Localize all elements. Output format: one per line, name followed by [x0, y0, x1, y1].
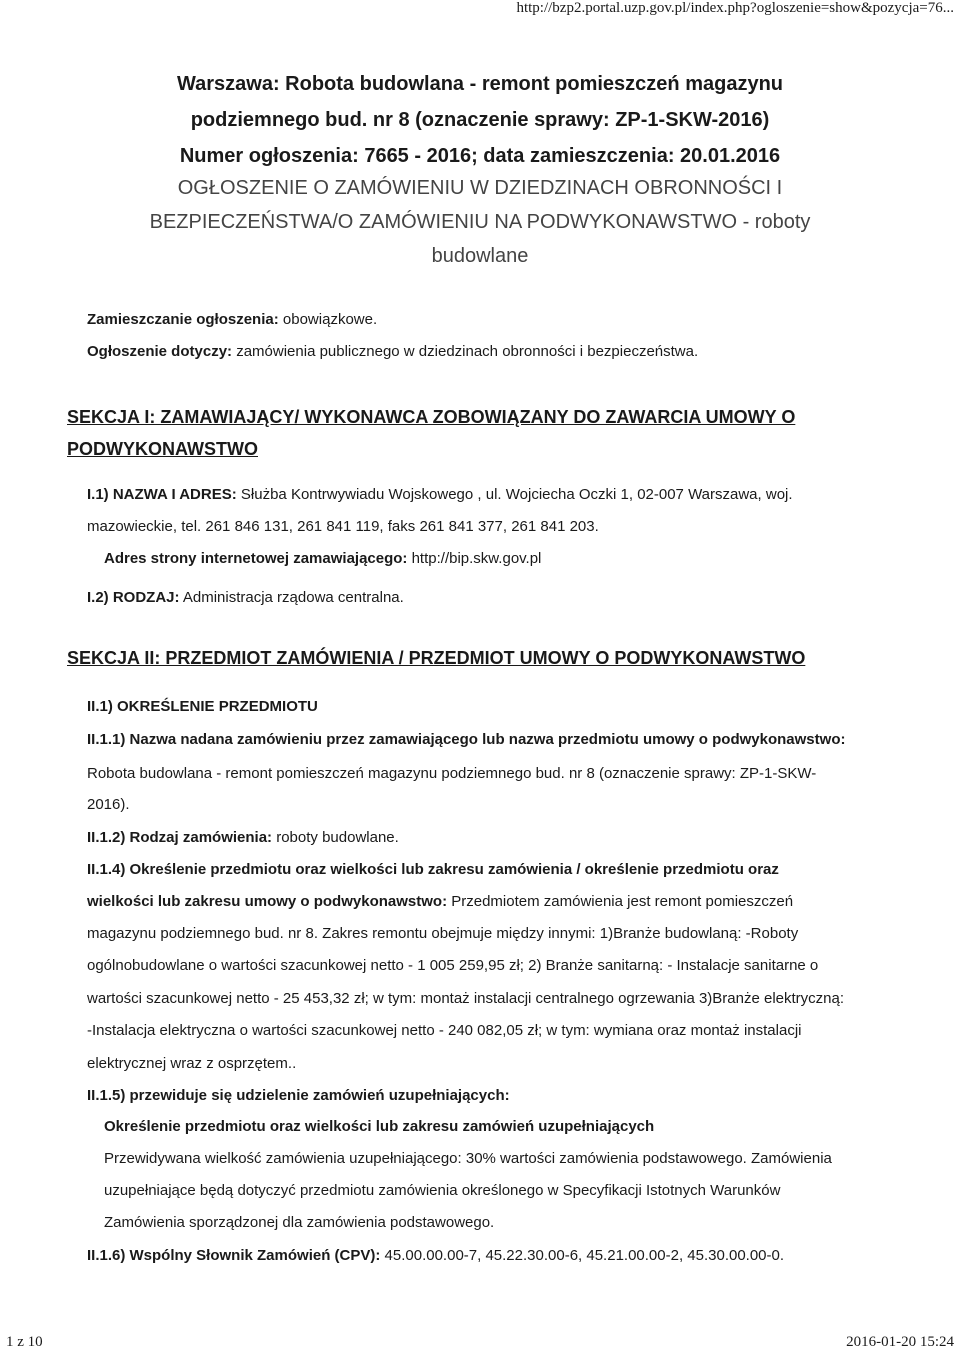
name-address-value-a: Służba Kontrwywiadu Wojskowego , ul. Wojciecha Oczki 1, 02-007 Warszawa, woj.: [240, 486, 793, 503]
scope-line-g: elektrycznej wraz z osprzętem..: [87, 1055, 297, 1072]
supplementary-orders-line-c: Zamówienia sporządzonej dla zamówienia podstawowego.: [104, 1214, 495, 1231]
section-1-heading-a: SEKCJA I: ZAMAWIAJĄCY/ WYKONAWCA ZOBOWIĄZANY DO ZAWARCIA UMOWY O: [67, 407, 796, 427]
scope-label-b: wielkości lub zakresu umowy o podwykonawstwo:: [87, 893, 448, 910]
placement-row: [87, 310, 377, 330]
supplementary-orders-line-a: Przewidywana wielkość zamówienia uzupełniającego: 30% wartości zamówienia podstawowego. Zamówienia: [104, 1150, 832, 1167]
scope-value-b: Przedmiotem zamówienia jest remont pomieszczeń: [451, 893, 794, 910]
placement-label: Zamieszczanie ogłoszenia:: [87, 311, 279, 328]
website-label: Adres strony internetowej zamawiającego:: [104, 550, 408, 567]
scope-line-e: wartości szacunkowej netto - 25 453,32 zł; w tym: montaż instalacji centralnego ogrzewania 3)Branże elektryczną:: [87, 990, 845, 1007]
authority-type-value: Administracja rządowa centralna.: [182, 589, 404, 606]
contract-name-value-b: 2016).: [87, 796, 130, 813]
website-value: http://bip.skw.gov.pl: [411, 550, 542, 567]
print-footer-page: 1 z 10: [6, 1334, 43, 1350]
scope-label-a: II.1.4) Określenie przedmiotu oraz wielkości lub zakresu zamówienia / określenie przedmiotu oraz: [87, 861, 779, 878]
scope-line-c: magazynu podziemnego bud. nr 8. Zakres remontu obejmuje między innymi: 1)Branże budowlaną: -Roboty: [87, 925, 799, 942]
website-row: [104, 543, 894, 575]
authority-type-label: I.2) RODZAJ:: [87, 589, 180, 606]
title-line-2: podziemnego bud. nr 8 (oznaczenie sprawy: ZP-1-SKW-2016): [190, 109, 770, 131]
contracting-authority-name-address: [87, 479, 897, 511]
authority-type-row: [87, 582, 897, 614]
title-line-1: Warszawa: Robota budowlana - remont pomieszczeń magazynu: [176, 73, 783, 95]
scope-line-f: -Instalacja elektryczna o wartości szacunkowej netto - 240 082,05 zł; w tym: wymiana oraz montaż instalacji: [87, 1022, 802, 1039]
cpv-row: [87, 1240, 897, 1272]
supplementary-orders-label: II.1.5) przewiduje się udzielenie zamówień uzupełniających:: [87, 1087, 510, 1104]
cpv-value: 45.00.00.00-7, 45.22.30.00-6, 45.21.00.00-2, 45.30.00.00-0.: [384, 1247, 785, 1264]
scope-line-d: ogólnobudowlane o wartości szacunkowej netto - 1 005 259,95 zł; 2) Branże sanitarną: - Instalacje sanitarne o: [87, 957, 819, 974]
scope-line-b: [87, 886, 897, 918]
supplementary-orders-line-b: uzupełniające będą dotyczyć przedmiotu zamówienia określonego w Specyfikacji Istotnych Warunków: [104, 1182, 781, 1199]
contract-type-value: roboty budowlane.: [276, 829, 399, 846]
section-1-heading-b: PODWYKONAWSTWO: [67, 439, 258, 459]
section-2-heading: SEKCJA II: PRZEDMIOT ZAMÓWIENIA / PRZEDMIOT UMOWY O PODWYKONAWSTWO: [67, 648, 806, 668]
concerns-row: [87, 342, 698, 362]
contract-name-label: [87, 724, 897, 756]
supplementary-orders-subheading: Określenie przedmiotu oraz wielkości lub zakresu zamówień uzupełniających: [104, 1118, 655, 1135]
contract-type-row: [87, 822, 897, 854]
name-address-label: I.1) NAZWA I ADRES:: [87, 486, 237, 503]
cpv-label: II.1.6) Wspólny Słownik Zamówień (CPV):: [87, 1247, 381, 1264]
print-footer-datetime: 2016-01-20 15:24: [846, 1334, 954, 1350]
title-line-3: Numer ogłoszenia: 7665 - 2016; data zamieszczenia: 20.01.2016: [179, 145, 781, 167]
contract-type-label: II.1.2) Rodzaj zamówienia:: [87, 829, 273, 846]
name-address-value-b: mazowieckie, tel. 261 846 131, 261 841 119, faks 261 841 377, 261 841 203.: [87, 518, 599, 535]
print-header-url: http://bzp2.portal.uzp.gov.pl/index.php?ogloszenie=show&pozycja=76...: [516, 0, 954, 16]
subtitle-line-2: BEZPIECZEŃSTWA/O ZAMÓWIENIU NA PODWYKONAWSTWO - roboty: [149, 211, 811, 233]
contract-name-value-a: Robota budowlana - remont pomieszczeń magazynu podziemnego bud. nr 8 (oznaczenie sprawy: ZP-1-SKW-: [87, 765, 817, 782]
placement-value: obowiązkowe.: [282, 311, 378, 328]
concerns-label: Ogłoszenie dotyczy:: [87, 343, 233, 360]
contract-name-label-text: II.1.1) Nazwa nadana zamówieniu przez zamawiającego lub nazwa przedmiotu umowy o podwykonawstwo:: [87, 731, 846, 748]
subtitle-line-3: budowlane: [431, 245, 529, 267]
subject-definition-heading: II.1) OKREŚLENIE PRZEDMIOTU: [87, 698, 318, 715]
subtitle-line-1: OGŁOSZENIE O ZAMÓWIENIU W DZIEDZINACH OBRONNOŚCI I: [177, 177, 783, 199]
concerns-value: zamówienia publicznego w dziedzinach obronności i bezpieczeństwa.: [236, 343, 699, 360]
